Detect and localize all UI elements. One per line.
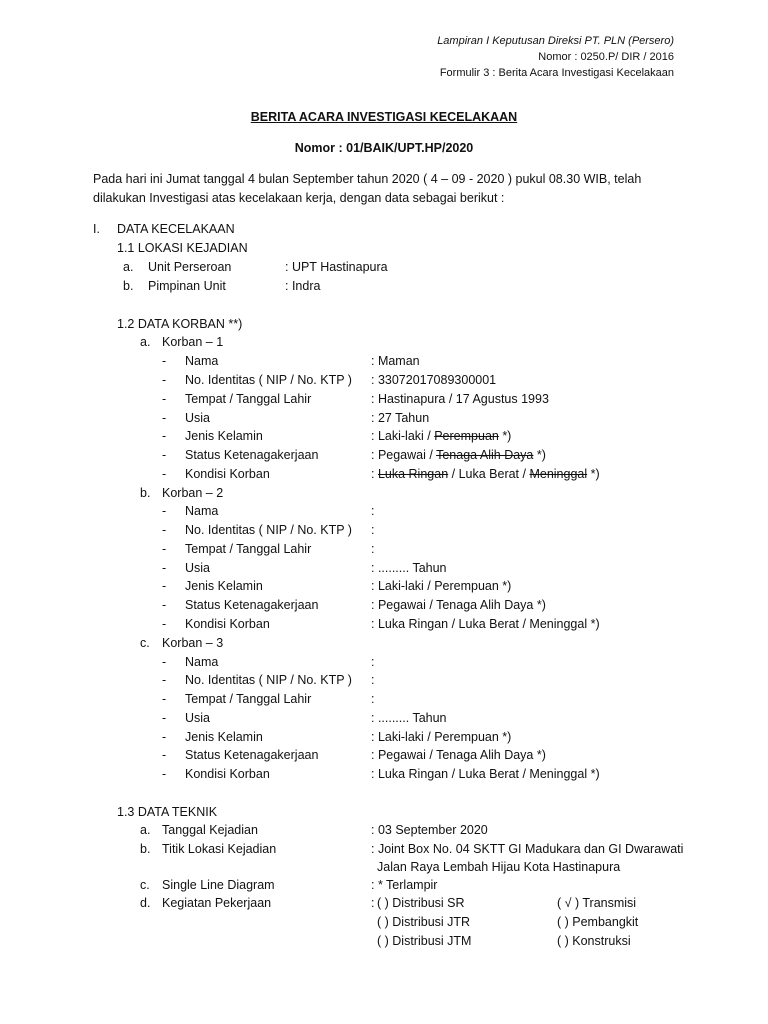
korban3-value-nama: :	[371, 655, 375, 669]
korban-title: 1.2 DATA KORBAN **)	[117, 317, 243, 331]
korban1-value-ttl: : Hastinapura / 17 Agustus 1993	[371, 392, 549, 406]
dash: -	[162, 504, 167, 518]
korban2-title: Korban – 2	[162, 486, 224, 500]
korban3-value-ttl: :	[371, 692, 375, 706]
korban3-label-kondisi: Kondisi Korban	[185, 767, 270, 781]
korban2-value-kondisi: : Luka Ringan / Luka Berat / Meninggal *)	[371, 617, 600, 631]
korban3-value-jenis-kelamin: : Laki-laki / Perempuan *)	[371, 730, 512, 744]
dash: -	[162, 561, 167, 575]
korban2-value-jenis-kelamin: : Laki-laki / Perempuan *)	[371, 579, 512, 593]
korban2-value-status: : Pegawai / Tenaga Alih Daya *)	[371, 598, 546, 612]
intro-line-1: Pada hari ini Jumat tanggal 4 bulan September tahun 2020 ( 4 – 09 - 2020 ) pukul 08.30 WIB, telah	[93, 172, 642, 186]
korban2-value-usia: : ......... Tahun	[371, 561, 447, 575]
korban2-label-nama: Nama	[185, 504, 219, 518]
lokasi-label-unit: Unit Perseroan	[148, 260, 232, 274]
header-formulir: Formulir 3 : Berita Acara Investigasi Kecelakaan	[439, 67, 674, 79]
korban2-label-jenis-kelamin: Jenis Kelamin	[185, 579, 263, 593]
section-title: DATA KECELAKAAN	[117, 222, 235, 236]
lokasi-value-unit: : UPT Hastinapura	[285, 260, 388, 274]
teknik-label-sld: Single Line Diagram	[162, 878, 275, 892]
dash: -	[162, 730, 167, 744]
dash: -	[162, 579, 167, 593]
korban1-value-jenis-kelamin: : Laki-laki / Perempuan *)	[371, 429, 512, 443]
checkbox-transmisi: ( √ ) Transmisi	[557, 896, 637, 910]
intro-line-2: dilakukan Investigasi atas kecelakaan kerja, dengan data sebagai berikut :	[93, 191, 505, 205]
dash: -	[162, 392, 167, 406]
korban1-value-identitas: : 33072017089300001	[371, 373, 497, 387]
lokasi-title: 1.1 LOKASI KEJADIAN	[117, 241, 248, 255]
korban2-value-ttl: :	[371, 542, 375, 556]
lokasi-letter-a: a.	[123, 260, 134, 274]
teknik-value-tanggal: : 03 September 2020	[371, 823, 488, 837]
checkbox-distribusi-jtm: ( ) Distribusi JTM	[377, 934, 472, 948]
korban1-label-ttl: Tempat / Tanggal Lahir	[185, 392, 312, 406]
korban3-label-nama: Nama	[185, 655, 219, 669]
teknik-label-kegiatan: Kegiatan Pekerjaan	[162, 896, 272, 910]
teknik-letter-c: c.	[140, 878, 150, 892]
teknik-letter-d: d.	[140, 896, 151, 910]
korban1-letter: a.	[140, 335, 151, 349]
korban1-title: Korban – 1	[162, 335, 224, 349]
korban1-value-kondisi: : Luka Ringan / Luka Berat / Meninggal *)	[371, 467, 600, 481]
checkbox-distribusi-sr: ( ) Distribusi SR	[377, 896, 465, 910]
teknik-letter-a: a.	[140, 823, 151, 837]
korban2-value-identitas: :	[371, 523, 375, 537]
korban3-label-status: Status Ketenagakerjaan	[185, 748, 319, 762]
dash: -	[162, 523, 167, 537]
korban1-label-identitas: No. Identitas ( NIP / No. KTP )	[185, 373, 352, 387]
dash: -	[162, 354, 167, 368]
document-number: Nomor : 01/BAIK/UPT.HP/2020	[294, 141, 474, 155]
dash: -	[162, 748, 167, 762]
korban3-title: Korban – 3	[162, 636, 224, 650]
dash: -	[162, 711, 167, 725]
dash: -	[162, 467, 167, 481]
lokasi-value-pimpinan: : Indra	[285, 279, 321, 293]
korban1-value-nama: : Maman	[371, 354, 420, 368]
header-lampiran: Lampiran I Keputusan Direksi PT. PLN (Persero)	[437, 35, 674, 47]
document-title: BERITA ACARA INVESTIGASI KECELAKAAN	[250, 110, 518, 124]
teknik-letter-b: b.	[140, 842, 151, 856]
teknik-value-lokasi-2: Jalan Raya Lembah Hijau Kota Hastinapura	[377, 860, 621, 874]
checkbox-pembangkit: ( ) Pembangkit	[557, 915, 639, 929]
korban2-label-status: Status Ketenagakerjaan	[185, 598, 319, 612]
korban2-letter: b.	[140, 486, 151, 500]
dash: -	[162, 429, 167, 443]
korban1-label-kondisi: Kondisi Korban	[185, 467, 270, 481]
dash: -	[162, 692, 167, 706]
dash: -	[162, 542, 167, 556]
korban3-value-identitas: :	[371, 673, 375, 687]
korban2-label-kondisi: Kondisi Korban	[185, 617, 270, 631]
struck-option: Meninggal	[529, 467, 588, 481]
struck-option: Luka Ringan	[377, 467, 449, 481]
korban3-value-usia: : ......... Tahun	[371, 711, 447, 725]
lokasi-label-pimpinan: Pimpinan Unit	[148, 279, 226, 293]
korban3-label-jenis-kelamin: Jenis Kelamin	[185, 730, 263, 744]
dash: -	[162, 598, 167, 612]
korban3-value-kondisi: : Luka Ringan / Luka Berat / Meninggal *)	[371, 767, 600, 781]
header-nomor: Nomor : 0250.P/ DIR / 2016	[538, 51, 674, 63]
korban1-label-nama: Nama	[185, 354, 219, 368]
korban3-label-usia: Usia	[185, 711, 211, 725]
korban1-label-usia: Usia	[185, 411, 211, 425]
korban3-value-status: : Pegawai / Tenaga Alih Daya *)	[371, 748, 546, 762]
checkbox-distribusi-jtr: ( ) Distribusi JTR	[377, 915, 471, 929]
lokasi-letter-b: b.	[123, 279, 134, 293]
dash: -	[162, 617, 167, 631]
section-number: I.	[93, 222, 100, 236]
dash: -	[162, 448, 167, 462]
dash: -	[162, 673, 167, 687]
dash: -	[162, 373, 167, 387]
korban3-label-ttl: Tempat / Tanggal Lahir	[185, 692, 312, 706]
struck-option: Tenaga Alih Daya	[436, 448, 534, 462]
korban1-value-status: : Pegawai / Tenaga Alih Daya *)	[371, 448, 546, 462]
korban2-value-nama: :	[371, 504, 375, 518]
document-header	[437, 33, 674, 81]
korban2-label-ttl: Tempat / Tanggal Lahir	[185, 542, 312, 556]
korban3-letter: c.	[140, 636, 150, 650]
dash: -	[162, 655, 167, 669]
korban1-label-status: Status Ketenagakerjaan	[185, 448, 319, 462]
dash: -	[162, 411, 167, 425]
checkbox-konstruksi: ( ) Konstruksi	[557, 934, 631, 948]
teknik-value-lokasi-1: : Joint Box No. 04 SKTT GI Madukara dan GI Dwarawati	[371, 842, 684, 856]
dash: -	[162, 767, 167, 781]
korban2-label-identitas: No. Identitas ( NIP / No. KTP )	[185, 523, 352, 537]
korban3-label-identitas: No. Identitas ( NIP / No. KTP )	[185, 673, 352, 687]
korban1-value-usia: : 27 Tahun	[371, 411, 430, 425]
teknik-value-sld: : * Terlampir	[371, 878, 438, 892]
teknik-title: 1.3 DATA TEKNIK	[117, 805, 218, 819]
korban2-label-usia: Usia	[185, 561, 211, 575]
teknik-kegiatan-colon: :	[371, 896, 375, 910]
teknik-label-tanggal: Tanggal Kejadian	[162, 823, 258, 837]
korban1-label-jenis-kelamin: Jenis Kelamin	[185, 429, 263, 443]
teknik-label-lokasi: Titik Lokasi Kejadian	[162, 842, 277, 856]
struck-option: Perempuan	[434, 429, 499, 443]
